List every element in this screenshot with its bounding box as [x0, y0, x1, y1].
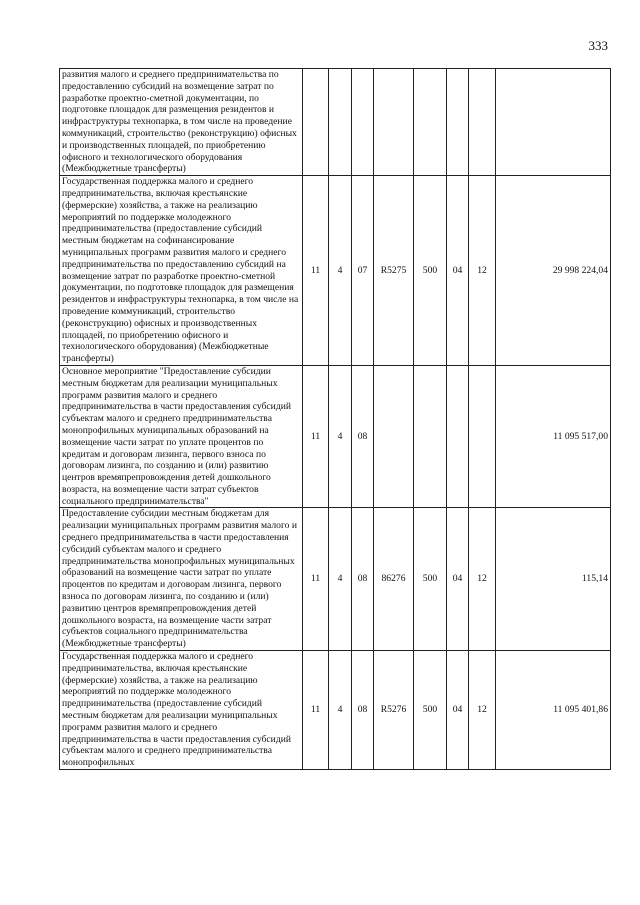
- cell-subprogram: 4: [329, 176, 352, 366]
- row-description: Государственная поддержка малого и среднего предпринимательства, включая крестьянские (фермерские) хозяйства, а также на реализацию мероприятий по поддержке молодежного предпринимательства (предоставление субсидий местным бюджетам для реализации муниципальных программ развития малого и среднего предпринимательства в части предоставления субсидий субъектам малого и среднего предпринимательства монопрофильных: [60, 651, 303, 770]
- table-row: [60, 176, 611, 366]
- cell-subprogram: [329, 69, 352, 176]
- cell-expense-type: [414, 365, 447, 508]
- cell-subsection: [469, 69, 496, 176]
- cell-amount: 11 095 401,86: [496, 651, 611, 770]
- cell-direction: R5275: [374, 176, 414, 366]
- cell-activity: 08: [352, 651, 374, 770]
- cell-direction: R5276: [374, 651, 414, 770]
- cell-expense-type: [414, 69, 447, 176]
- page-number: 333: [588, 38, 608, 53]
- cell-expense-type: 500: [414, 176, 447, 366]
- cell-subprogram: 4: [329, 365, 352, 508]
- cell-subprogram: 4: [329, 651, 352, 770]
- cell-activity: 08: [352, 365, 374, 508]
- cell-activity: 08: [352, 508, 374, 651]
- table-row: [60, 651, 611, 770]
- cell-section: [447, 365, 469, 508]
- cell-expense-type: 500: [414, 508, 447, 651]
- table-row: [60, 508, 611, 651]
- cell-program: [303, 69, 329, 176]
- cell-amount: 115,14: [496, 508, 611, 651]
- cell-program: 11: [303, 508, 329, 651]
- cell-activity: 07: [352, 176, 374, 366]
- cell-section: 04: [447, 651, 469, 770]
- cell-activity: [352, 69, 374, 176]
- cell-program: 11: [303, 365, 329, 508]
- cell-amount: [496, 69, 611, 176]
- row-description: развития малого и среднего предпринимательства по предоставлению субсидий на возмещение затрат по разработке проектно-сметной документации, по подготовке площадок для размещения резидентов и инфраструктуры технопарка, в том числе на проведение коммуникаций, строительство (реконструкцию) офисных и производственных площадей, по приобретению офисного и технологического оборудования (Межбюджетные трансферты): [60, 69, 303, 176]
- cell-program: 11: [303, 176, 329, 366]
- cell-amount: 29 998 224,04: [496, 176, 611, 366]
- cell-amount: 11 095 517,00: [496, 365, 611, 508]
- budget-table: [59, 68, 611, 770]
- cell-subsection: 12: [469, 176, 496, 366]
- cell-direction: 86276: [374, 508, 414, 651]
- cell-section: 04: [447, 508, 469, 651]
- row-description: Государственная поддержка малого и среднего предпринимательства, включая крестьянские (фермерские) хозяйства, а также на реализацию мероприятий по поддержке молодежного предпринимательства (предоставление субсидий местным бюджетам на софинансирование муниципальных программ развития малого и среднего предпринимательства по предоставлению субсидий на возмещение затрат по разработке проектно-сметной документации, по подготовке площадок для размещения резидентов и инфраструктуры технопарка, в том числе на проведение коммуникаций, строительство (реконструкцию) офисных и производственных площадей, по приобретению офисного и технологического оборудования) (Межбюджетные трансферты): [60, 176, 303, 366]
- cell-subsection: 12: [469, 508, 496, 651]
- cell-program: 11: [303, 651, 329, 770]
- cell-direction: [374, 69, 414, 176]
- row-description: Предоставление субсидии местным бюджетам для реализации муниципальных программ развития малого и среднего предпринимательства в части предоставления субсидий субъектам малого и среднего предпринимательства монопрофильных муниципальных образований на возмещение части затрат по уплате процентов по кредитам и договорам лизинга, первого взноса по договорам лизинга, по созданию и (или) развитию центров времяпрепровождения детей дошкольного возраста, на возмещение части затрат субъектов социального предпринимательства (Межбюджетные трансферты): [60, 508, 303, 651]
- cell-subsection: [469, 365, 496, 508]
- cell-direction: [374, 365, 414, 508]
- cell-subprogram: 4: [329, 508, 352, 651]
- table-row: [60, 365, 611, 508]
- cell-subsection: 12: [469, 651, 496, 770]
- cell-section: [447, 69, 469, 176]
- table-row: [60, 69, 611, 176]
- row-description: Основное мероприятие "Предоставление субсидии местным бюджетам для реализации муниципальных программ развития малого и среднего предпринимательства в части предоставления субсидий субъектам малого и среднего предпринимательства монопрофильных муниципальных образований на возмещение части затрат по уплате процентов по кредитам и договорам лизинга, первого взноса по договорам лизинга, по созданию и (или) развитию центров времяпрепровождения детей дошкольного возраста, на возмещение части затрат субъектов социального предпринимательства": [60, 365, 303, 508]
- cell-expense-type: 500: [414, 651, 447, 770]
- cell-section: 04: [447, 176, 469, 366]
